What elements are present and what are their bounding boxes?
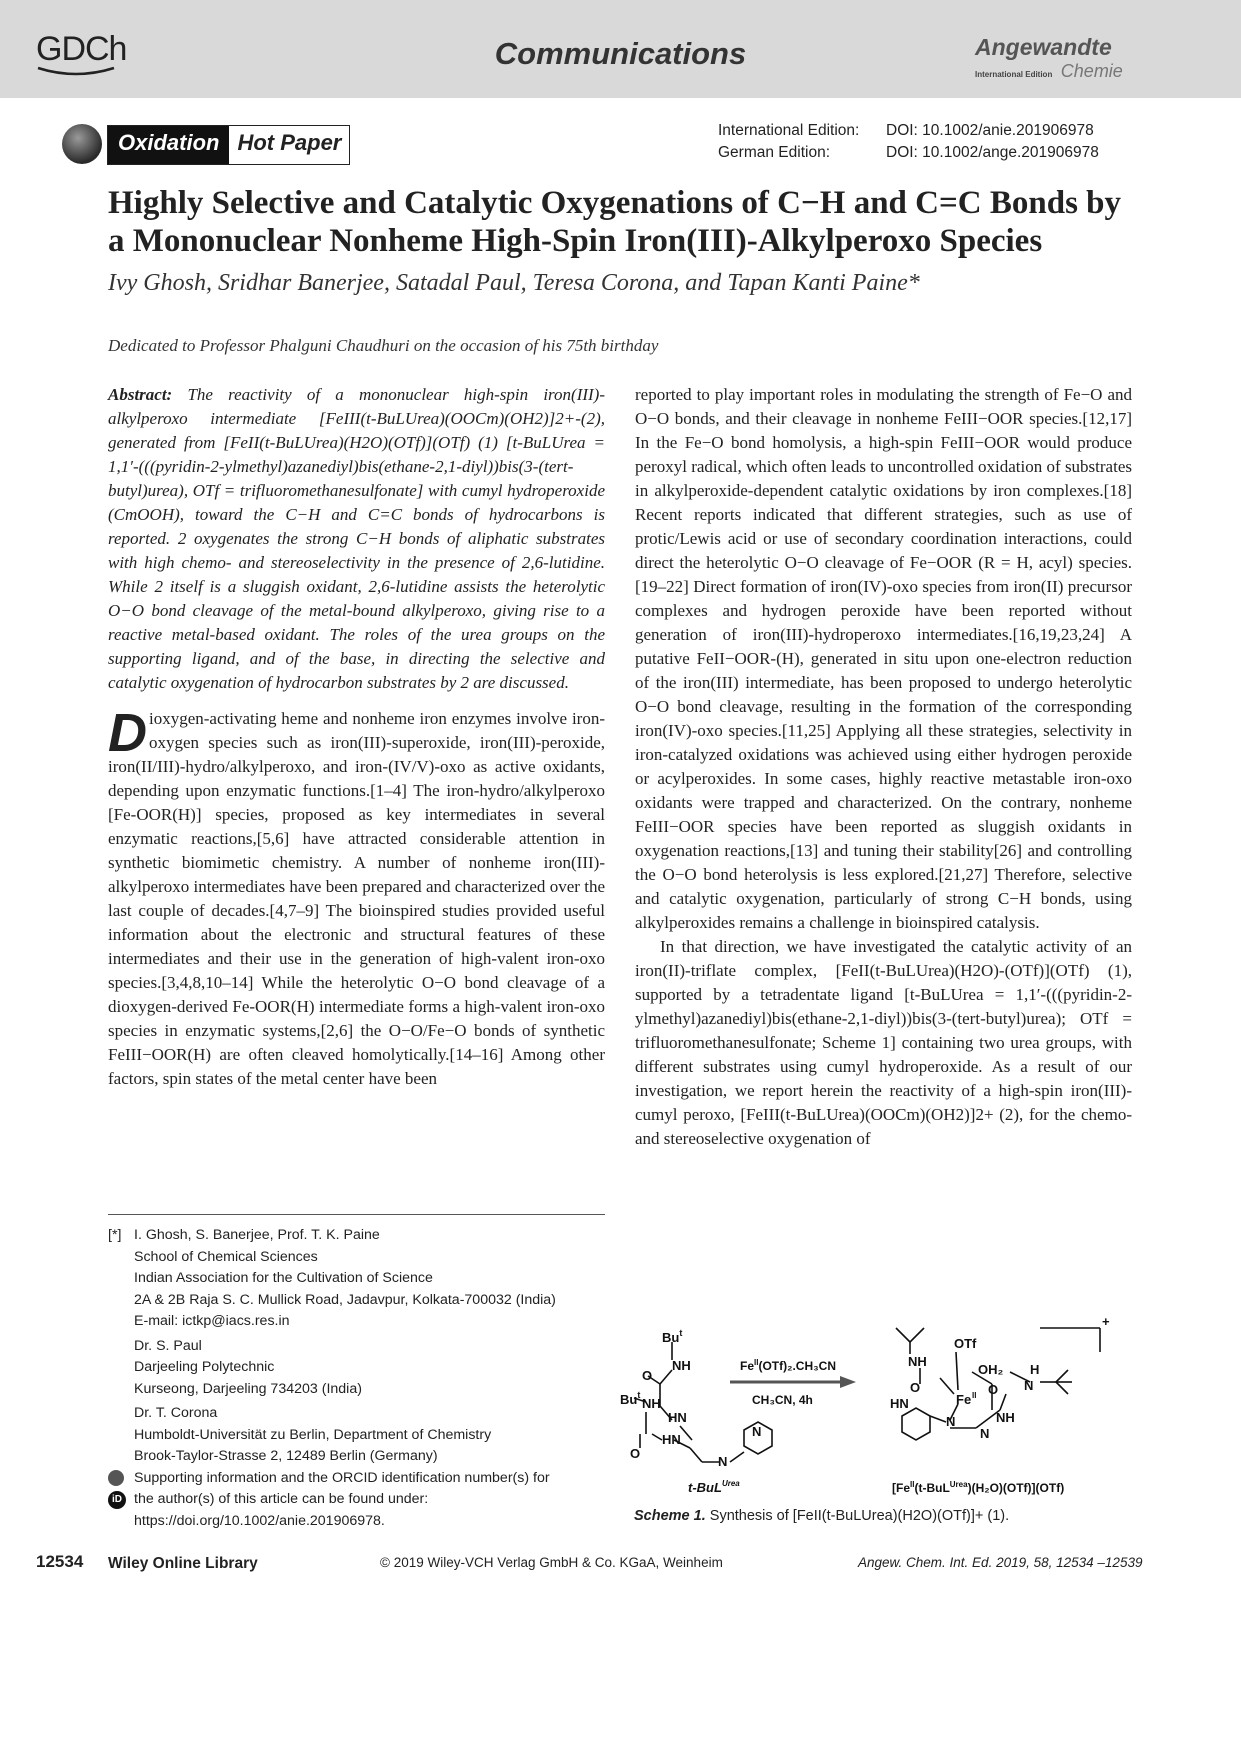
scheme-caption-label: Scheme 1. (634, 1508, 706, 1524)
affil-line: Dr. T. Corona (134, 1405, 218, 1421)
affil-line: Brook-Taylor-Strasse 2, 12489 Berlin (Germany) (134, 1448, 438, 1464)
wiley-online-library[interactable]: Wiley Online Library (108, 1555, 258, 1572)
svg-text:HN: HN (668, 1410, 687, 1425)
journal-logo (975, 34, 1123, 82)
svg-text:O: O (630, 1446, 641, 1461)
svg-text:Fe: Fe (956, 1392, 972, 1407)
abstract (108, 383, 605, 695)
scheme-caption-text: Synthesis of [FeII(t-BuLUrea)(H2O)(OTf)]+ (1). (709, 1508, 1010, 1524)
svg-text:O: O (910, 1380, 921, 1395)
svg-text:OH₂: OH₂ (978, 1362, 1004, 1377)
doi-intl-value[interactable]: DOI: 10.1002/anie.201906978 (886, 122, 1094, 139)
svg-text:But: Bu$^t$ (662, 1328, 683, 1345)
article-tags (107, 125, 350, 165)
right-para-1: reported to play important roles in modulating the strength of Fe−O and O−O bonds, and their cleavage in nonheme FeIII−OOR species.[12,17] In the Fe−O bond homolysis, a high-spin FeIII−OOR would produce peroxyl radical, which often leads to uncontrolled oxidation of substrates in alkylperoxide-dependent catalytic oxidations by iron complexes.[18] Recent reports indicated that different strategies, such as use of protic/Lewis acid or use of secondary coordination interactions, could direct the heterolytic O−O cleavage of Fe−OOR (R = H, acyl) species.[19–22] Direct formation of iron(IV)-oxo species from iron(II) precursor complexes and hydrogen peroxide have been reported without generation of iron(III)-hydroperoxo intermediates.[16,19,23,24] A putative FeII−OOR-(H), generated in situ upon one-electron reduction of the iron(III) intermediate, has been proposed to undergo heterolytic O−O bond cleavage, resulting in the formation of the corresponding iron(IV)-oxo species.[11,25] Applying all these strategies, selectivity in iron-catalyzed oxidations was achieved using either hydrogen peroxide or acylperoxides. In some cases, highly reactive metastable iron-oxo oxidants were trapped and characterized. On the contrary, nonheme FeIII−OOR species have been reported as sluggish oxidants in oxygenation reactions,[13] and tuning their stability[26] and controlling the O−O bond heterolysis is less explored.[21,27] Therefore, selective and catalytic oxygenation, particularly of strong C−H bonds, using alkylperoxides remains a challenge in bioinspired catalysis. (635, 385, 1132, 932)
svg-text:H: H (1030, 1362, 1040, 1377)
supporting-info-icon (108, 1470, 124, 1486)
svg-text:N: N (718, 1454, 728, 1469)
drop-cap: D (108, 703, 147, 763)
journal-logo-edition: International Edition (975, 70, 1053, 79)
charge-label: + (1102, 1314, 1110, 1329)
scheme-caption (634, 1508, 1009, 1524)
si-line: the author(s) of this article can be found under: (134, 1491, 429, 1507)
svg-text:NH: NH (642, 1396, 661, 1411)
svg-text:OTf: OTf (954, 1336, 977, 1351)
dedication: Dedicated to Professor Phalguni Chaudhuri on the occasion of his 75th birthday (108, 336, 659, 355)
abstract-text: The reactivity of a mononuclear high-spin iron(III)-alkylperoxo intermediate [FeIII(t-BuLUrea)(OOCm)(OH2)]2+-(2), generated from [FeII(t-BuLUrea)(H2O)(OTf)](OTf) (1) [t-BuLUrea = 1,1′-(((pyridin-2-ylmethyl)azanediyl)bis(ethane-2,1-diyl))bis(3-(tert-butyl)urea), OTf = trifluoromethanesulfonate] with cumyl hydroperoxide (CmOOH), toward the C−H and C=C bonds of hydrocarbons is reported. 2 oxygenates the strong C−H bonds of aliphatic substrates with high chemo- and stereoselectivity in the presence of 2,6-lutidine. While 2 itself is a sluggish oxidant, 2,6-lutidine assists the heterolytic O−O bond cleavage of the metal-bound alkylperoxo, giving rise to a reactive metal-based oxidant. The roles of the urea groups on the supporting ligand, and of the base, in directing the selective and catalytic oxygenation of hydrocarbon substrates by 2 are discussed. (108, 385, 606, 692)
svg-text:N: N (980, 1426, 990, 1441)
doi-block (718, 120, 1099, 164)
affil-line: Kurseong, Darjeeling 734203 (India) (134, 1380, 362, 1397)
svg-text:N: N (1024, 1378, 1034, 1393)
journal-logo-chemie: Chemie (1060, 61, 1123, 81)
right-para-2: In that direction, we have investigated the catalytic activity of an iron(II)-triflate complex, [FeII(t-BuLUrea)(H2O)-(OTf)](OTf) (1), supported by a tetradentate ligand [t-BuLUrea = 1,1′-(((pyridin-2-ylmethyl)azanediyl)bis(ethane-2,1-diyl))bis(3-(tert-butyl)urea); OTf = trifluoromethanesulfonate; Scheme 1] containing two urea groups, with different substrates using cumyl hydroperoxide. As a result of our investigation, we report herein the reactivity of a high-spin iron(III)-cumyl peroxo, [FeIII(t-BuLUrea)(OOCm)(OH2)]2+ (2), for the chemo- and stereoselective oxygenation of (635, 937, 1132, 1148)
affil-line: Indian Association for the Cultivation of Science (134, 1270, 433, 1286)
svg-text:O: O (642, 1368, 653, 1383)
oxidation-flame-icon (62, 124, 102, 164)
affil-line: 2A & 2B Raja S. C. Mullick Road, Jadavpur, Kolkata-700032 (India) (134, 1291, 556, 1308)
affil-line: Darjeeling Polytechnic (134, 1359, 275, 1375)
affil-line: Dr. S. Paul (134, 1337, 202, 1354)
scheme-1-figure (620, 1312, 1140, 1500)
affil-line: School of Chemical Sciences (134, 1248, 318, 1265)
gdch-logo: GDCh (36, 30, 127, 68)
svg-text:II: II (972, 1391, 977, 1400)
affil-email[interactable]: E-mail: ictkp@iacs.res.in (134, 1313, 290, 1329)
journal-citation: Angew. Chem. Int. Ed. 2019, 58, 12534 –12539 (858, 1555, 1143, 1570)
doi-intl-label: International Edition: (718, 122, 860, 139)
hot-paper-tag: Hot Paper (237, 130, 342, 155)
section-title: Communications (494, 36, 747, 71)
reagent-label: $Fe^{II}(OTf)_2.CH_3CN$ (740, 1358, 836, 1373)
svg-text:N: N (752, 1424, 762, 1439)
category-tag: Oxidation (108, 126, 229, 164)
page-number: 12534 (36, 1552, 84, 1571)
abstract-heading: Abstract: (108, 385, 173, 404)
footnote-mark: [*] (108, 1227, 122, 1243)
svg-text:NH: NH (908, 1354, 927, 1369)
svg-text:But: Bu$^t$ (620, 1390, 641, 1407)
affiliation-footnote (108, 1225, 618, 1532)
svg-text:HN: HN (662, 1432, 681, 1447)
doi-german-value[interactable]: DOI: 10.1002/ange.201906978 (886, 144, 1099, 161)
author-list: Ivy Ghosh, Sridhar Banerjee, Satadal Paul, Teresa Corona, and Tapan Kanti Paine* (108, 270, 920, 296)
affil-line: Humboldt-Universität zu Berlin, Department of Chemistry (134, 1426, 492, 1443)
footnote-divider (108, 1214, 605, 1215)
orcid-icon: iD (108, 1491, 126, 1509)
si-link[interactable]: https://doi.org/10.1002/anie.201906978. (134, 1512, 385, 1529)
article-title: Highly Selective and Catalytic Oxygenations of C−H and C=C Bonds by a Mononuclear Nonheme High-Spin Iron(III)-Alkylperoxo Species (108, 185, 1122, 259)
svg-text:NH: NH (672, 1358, 691, 1373)
si-line: Supporting information and the ORCID identification number(s) for (134, 1469, 550, 1486)
ligand-label: t-BuL$^{Urea}$ (688, 1479, 740, 1495)
conditions-label: CH₃CN, 4h (752, 1393, 813, 1407)
svg-text:HN: HN (890, 1396, 909, 1411)
affil-line: I. Ghosh, S. Banerjee, Prof. T. K. Paine (134, 1227, 380, 1243)
journal-logo-main: Angewandte (975, 34, 1112, 60)
left-column (108, 383, 605, 1091)
doi-german-label: German Edition: (718, 144, 830, 161)
copyright: © 2019 Wiley-VCH Verlag GmbH & Co. KGaA, Weinheim (380, 1555, 723, 1570)
svg-text:NH: NH (996, 1410, 1015, 1425)
svg-text:N: N (946, 1414, 956, 1429)
right-column (635, 383, 1132, 1151)
product-label: $[Fe^{II}(t-BuL^{Urea})(H_2O)(OTf)](OTf)$ (892, 1480, 1065, 1495)
intro-text: ioxygen-activating heme and nonheme iron enzymes involve iron-oxygen species such as iron(III)-superoxide, iron(III)-peroxide, iron(II/III)-hydro/alkylperoxo, and iron-(IV/V)-oxo as active oxidants, depending upon enzymatic functions.[1–4] The iron-hydro/alkylperoxo [Fe-OOR(H)] species, proposed as key intermediates in several enzymatic reactions,[5,6] have attracted considerable attention in synthetic biomimetic chemistry. A number of nonheme iron(III)-alkylperoxo intermediates have been prepared and characterized over the last couple of decades.[4,7–9] The bioinspired studies provided useful information about the electronic and structural features of these intermediates and their use in the generation of high-valent iron-oxo species.[3,4,8,10–14] While the heterolytic O−O bond cleavage of a dioxygen-derived Fe-OOR(H) intermediate forms a high-valent iron-oxo species in enzymatic systems,[2,6] the O−O/Fe−O bonds of synthetic FeIII−OOR(H) are often cleaved homolytically.[14–16] Among other factors, spin states of the metal center have been (108, 709, 605, 1088)
introduction (108, 703, 605, 1091)
svg-text:O: O (988, 1382, 999, 1397)
